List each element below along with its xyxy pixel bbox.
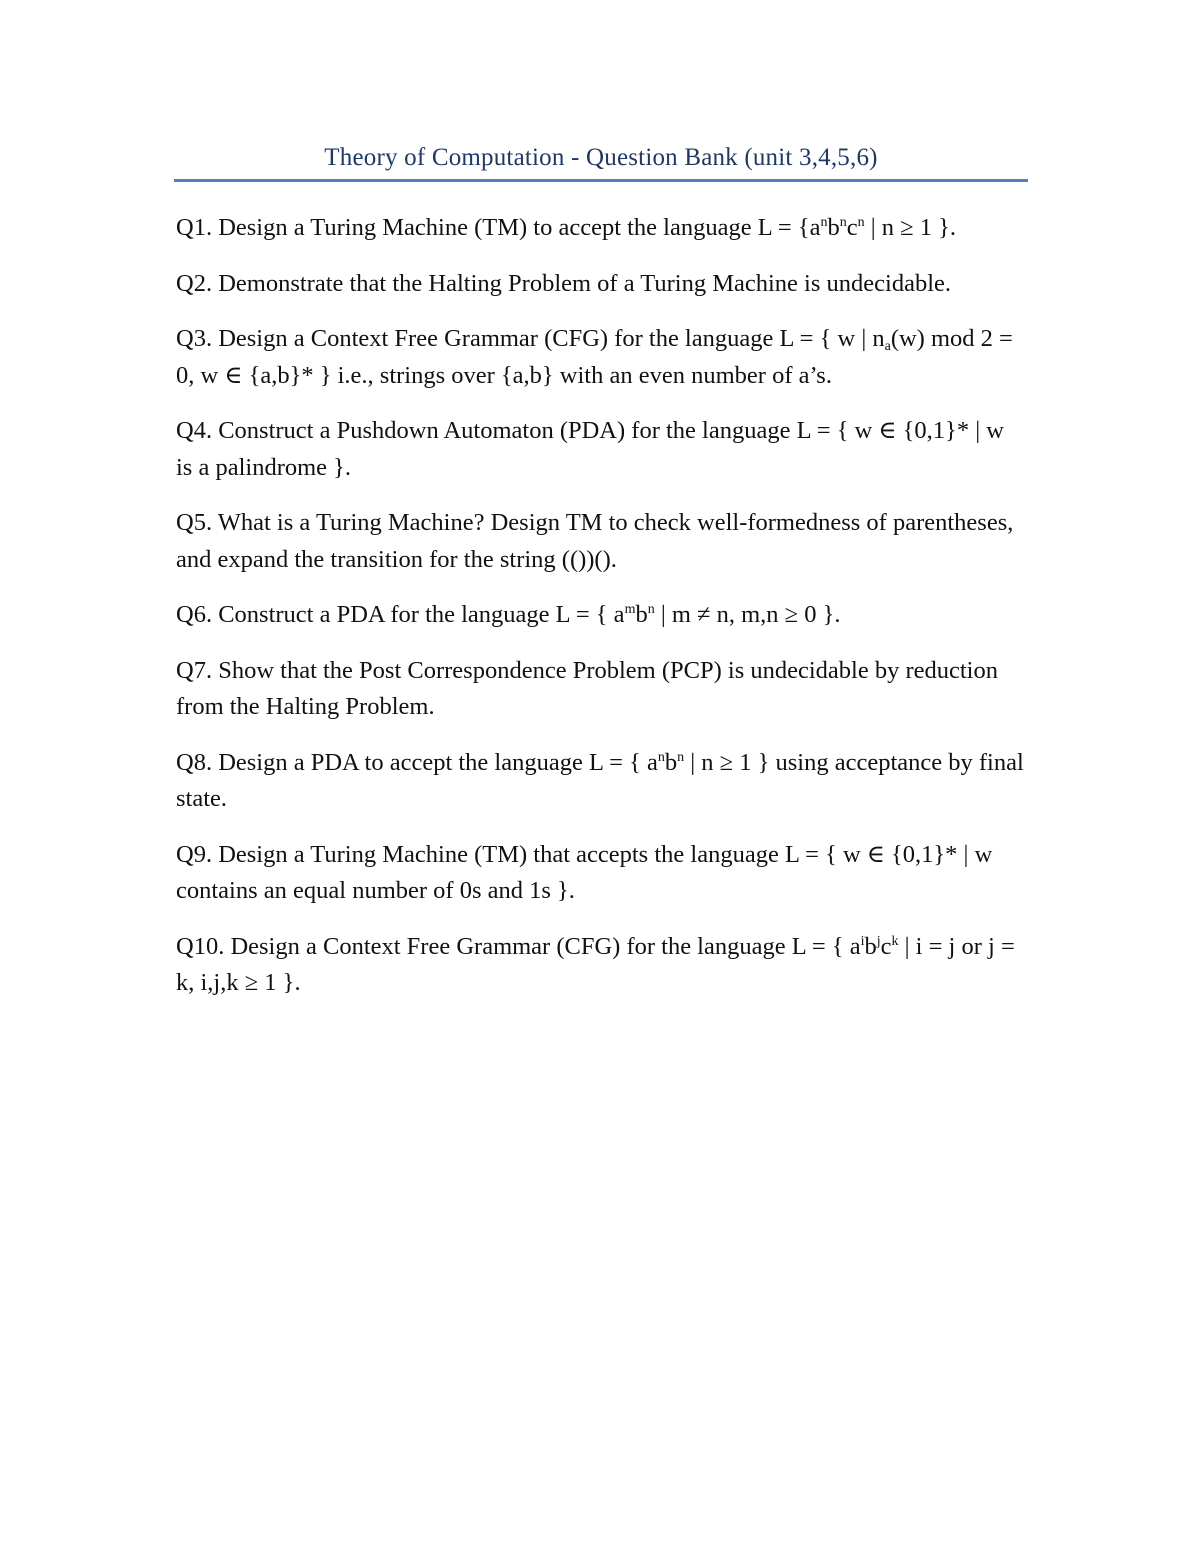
question-8 [176, 745, 1026, 818]
question-8-exponent-a: n [657, 749, 665, 765]
question-5: Q5. What is a Turing Machine? Design TM to check well-formedness of parentheses, and expand the transition for the string (())(). [176, 509, 1014, 573]
question-3-subscript: a [884, 339, 891, 354]
question-9: Q9. Design a Turing Machine (TM) that accepts the language L = { w ∈ {0,1}* | w contains an equal number of 0s and 1s }. [176, 840, 993, 904]
question-3-text: Q3. Design a Context Free Grammar (CFG) for the language L = { w | n [176, 325, 885, 352]
question-10-exponent-c: k [891, 933, 899, 949]
question-3 [176, 321, 1026, 394]
question-10-exponent-b: j [876, 933, 881, 949]
question-1-exponent-c: n [857, 215, 865, 230]
question-10 [176, 929, 1026, 1002]
question-1-exponent-b: n [839, 215, 847, 230]
question-10-text: Q10. Design a Context Free Grammar (CFG) for the language L = { a [176, 932, 861, 960]
question-1-text-end: | n ≥ 1 }. [864, 214, 956, 241]
question-4: Q4. Construct a Pushdown Automaton (PDA) for the language L = { w ∈ {0,1}* | w is a palindrome }. [176, 417, 1004, 481]
question-8-text-end: | n ≥ 1 } using acceptance by final state. [176, 748, 1024, 812]
question-7: Q7. Show that the Post Correspondence Problem (PCP) is undecidable by reduction from the Halting Problem. [176, 656, 998, 720]
question-6-symbol-b: b [635, 601, 648, 628]
question-6-exponent-a: m [624, 602, 636, 617]
question-6 [176, 597, 1026, 634]
question-1 [176, 210, 1026, 247]
question-1-symbol-c: c [846, 214, 858, 241]
question-list [176, 210, 1026, 1021]
question-6-text: Q6. Construct a PDA for the language L = { a [176, 601, 625, 628]
question-1-text: Q1. Design a Turing Machine (TM) to accept the language L = {a [176, 214, 821, 241]
question-10-text-end: | i = j or j = k, i,j,k ≥ 1 }. [176, 932, 1015, 996]
question-1-symbol-b: b [827, 214, 840, 241]
title-underline-rule [174, 179, 1028, 182]
question-3-text-end: (w) mod 2 = 0, w ∈ {a,b}* } i.e., strings over {a,b} with an even number of a’s. [176, 325, 1013, 389]
question-10-symbol-c: c [880, 932, 892, 960]
question-6-exponent-b: n [647, 602, 655, 617]
question-8-exponent-b: n [677, 749, 685, 765]
question-8-symbol-b: b [664, 748, 678, 776]
question-10-symbol-b: b [864, 932, 877, 960]
question-8-text: Q8. Design a PDA to accept the language L = { a [176, 748, 658, 776]
question-10-exponent-a: i [860, 933, 865, 949]
question-1-exponent-a: n [820, 215, 828, 230]
document-title: Theory of Computation - Question Bank (unit 3,4,5,6) [324, 144, 878, 171]
question-2: Q2. Demonstrate that the Halting Problem of a Turing Machine is undecidable. [176, 269, 952, 297]
question-6-text-end: | m ≠ n, m,n ≥ 0 }. [654, 601, 841, 628]
